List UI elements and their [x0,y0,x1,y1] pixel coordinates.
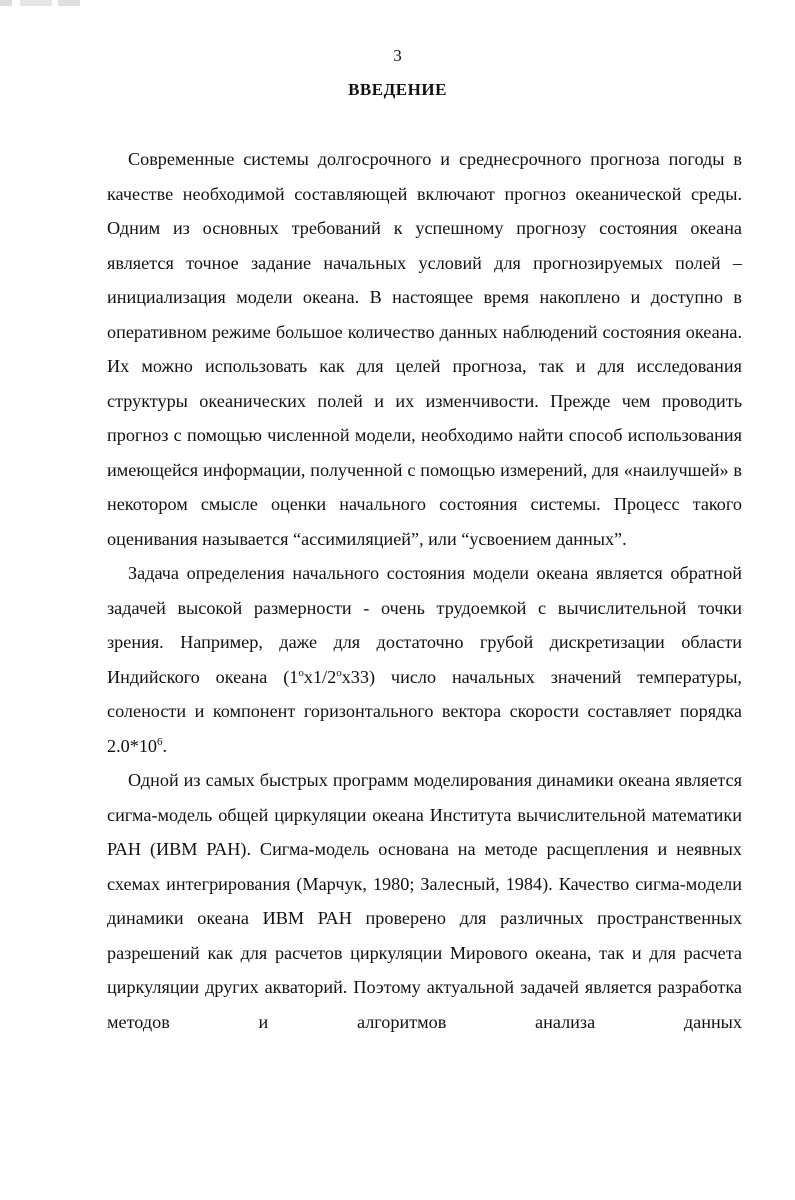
paragraph-2-text-a: Задача определения начального состояния модели океана является обратной задачей высокой размерности - очень трудоемкой с вычислительной точки зрения. Например, даже для достаточно грубой дискретизации области Индийского океана (1 [107,563,742,687]
section-title [0,78,795,102]
paragraph-2-text-b: x1/2 [303,666,337,687]
page-number: 3 [393,46,402,65]
paragraph-2-text-d: . [162,735,168,756]
body-text [107,142,742,1039]
paragraph-1: Современные системы долгосрочного и среднесрочного прогноза погоды в качестве необходимой составляющей включают прогноз океанической среды. Одним из основных требований к успешному прогнозу состояния океана является точное задание начальных условий для прогнозируемых полей – инициализация модели океана. В настоящее время накоплено и доступно в оперативном режиме большое количество данных наблюдений состояния океана. Их можно использовать как для целей прогноза, так и для исследования структуры океанических полей и их изменчивости. Прежде чем проводить прогноз с помощью численной модели, необходимо найти способ использования имеющейся информации, полученной с помощью измерений, для «наилучшей» в некотором смысле оценки начального состояния системы. Процесс такого оценивания называется “ассимиляцией”, или “усвоением данных”. [107,149,742,549]
section-title-text: ВВЕДЕНИЕ [348,80,447,99]
exponent: 6 [157,735,163,748]
degree-sign-2: o [336,666,342,679]
paragraph-2-text-c: x33) число начальных значений температуры, солености и компонент горизонтального вектора скорости составляет порядка 2.0*10 [107,666,742,756]
scan-artifact [0,0,90,6]
paragraph-3: Одной из самых быстрых программ моделирования динамики океана является сигма-модель общей циркуляции океана Института вычислительной математики РАН (ИВМ РАН). Сигма-модель основана на методе расщепления и неявных схемах интегрирования (Марчук, 1980; Залесный, 1984). Качество сигма-модели динамики океана ИВМ РАН проверено для различных пространственных разрешений как для расчетов циркуляции Мирового океана, так и для расчета циркуляции других акваторий. Поэтому актуальной задачей является разработка методов и алгоритмов анализа данных [107,770,742,1032]
paragraph-2 [107,556,742,763]
degree-sign-1: o [298,666,304,679]
